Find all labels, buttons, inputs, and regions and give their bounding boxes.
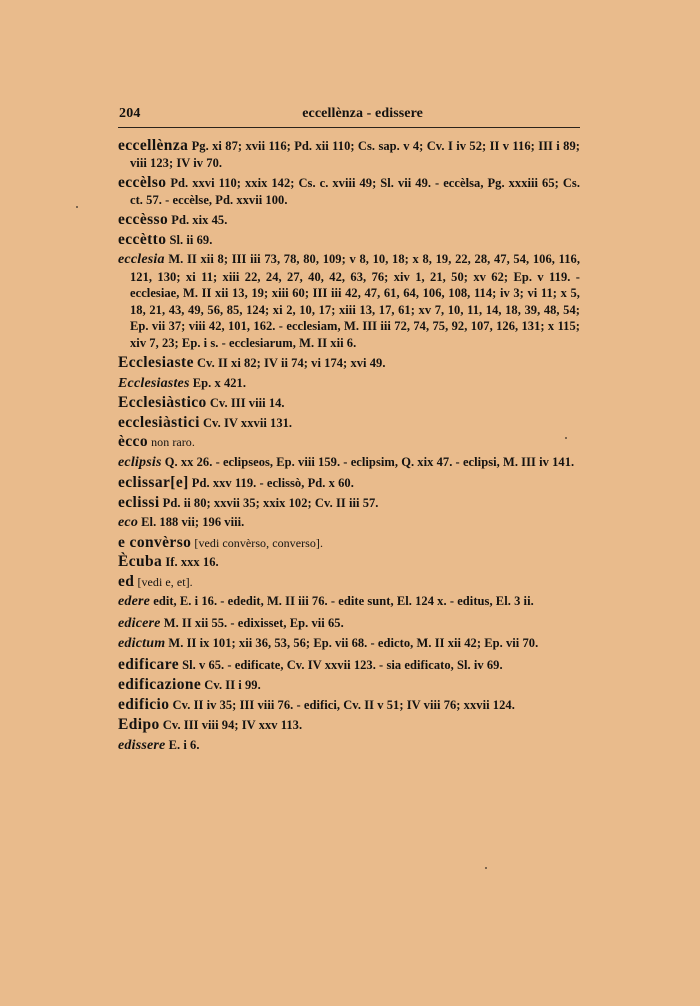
entry-headword: edificio xyxy=(118,695,170,713)
entry xyxy=(118,535,580,552)
running-head: eccellènza - edissere xyxy=(302,106,423,121)
entry xyxy=(118,355,580,372)
entry-headword: Ecclesiastes xyxy=(118,375,190,391)
paper-speck xyxy=(485,867,487,869)
entry xyxy=(118,657,580,674)
entry-headword: ecclesiàstici xyxy=(118,413,200,431)
entry-headword: eccètto xyxy=(118,230,167,248)
entry-headword: edissere xyxy=(118,737,166,753)
entry-headword: Ecclesiàstico xyxy=(118,394,207,411)
dictionary-page xyxy=(118,105,580,757)
entry-headword: edicere xyxy=(118,615,161,631)
entry-headword: ecclesia xyxy=(118,252,165,267)
entry-headword: ed xyxy=(118,572,135,590)
entry-references: Pg. xi 87; xvii 116; Pd. xii 110; Cs. sap. v 4; Cv. I iv 52; II v 116; III i 89; viii 123; IV iv 70. xyxy=(130,139,580,170)
entry-references: M. II xii 55. - edixisset, Ep. vii 65. xyxy=(163,615,344,630)
page-number: 204 xyxy=(119,106,141,121)
entry-headword: edictum xyxy=(118,636,166,651)
entry-references: Cv. III viii 14. xyxy=(209,396,285,410)
entry xyxy=(118,677,580,694)
entry xyxy=(118,554,580,571)
entry-headword: Edipo xyxy=(118,716,160,733)
paper-speck xyxy=(76,206,78,208)
entry-references: [vedi convèrso, converso]. xyxy=(194,535,324,550)
entry xyxy=(118,212,580,229)
entry-references: E. i 6. xyxy=(168,737,200,752)
entry xyxy=(118,495,580,512)
entry-headword: e convèrso xyxy=(118,533,192,551)
entry-references: If. xxx 16. xyxy=(165,555,219,569)
entry-headword: Ècuba xyxy=(118,553,163,570)
entry-headword: eccèsso xyxy=(118,211,169,228)
entry-references: [vedi e, et]. xyxy=(137,574,193,589)
entry xyxy=(118,717,580,734)
entry-references: Sl. v 65. - edificate, Cv. IV xxvii 123. - sia edificato, Sl. iv 69. xyxy=(182,657,503,672)
paper-speck xyxy=(565,437,567,439)
entry-headword: eccellènza xyxy=(118,137,189,154)
entry-references: Cv. III viii 94; IV xxv 113. xyxy=(162,718,303,732)
entry xyxy=(118,697,580,714)
entry xyxy=(118,434,580,451)
entry-references: M. II xii 8; III iii 73, 78, 80, 109; v 8, 10, 18; x 8, 19, 22, 28, 47, 54, 106, 116, 121, 130; xi 11; xiii 22, 24, 27, 40, 42, 63, 76; xiv 1, 21, 50; xv 62; Ep. v 119. - ecclesiae, M. II xii 13, 19; xiii 60; III iii 42, 47, 61, 64, 106, 108, 114; iv 3; vi 11; x 5, 18, 21, 43, 49, 56, 85, 124; xi 2, 10, 17; xiii 13, 17, 61; xv 7, 10, 11, 14, 18, 39, 48, 54; Ep. vii 37; viii 42, 101, 162. - ecclesiam, M. III iii 72, 74, 75, 92, 107, 126, 131; x 115; xiv 7, 23; Ep. i s. - ecclesiarum, M. II xii 6. xyxy=(130,252,580,350)
entry xyxy=(118,375,580,393)
entry-references: Ep. x 421. xyxy=(192,375,247,390)
entry-references: Cv. IV xxvii 131. xyxy=(202,415,293,430)
entry-headword: ècco xyxy=(118,433,148,450)
page-header xyxy=(118,105,580,128)
entry xyxy=(118,251,580,351)
entry xyxy=(118,635,580,653)
entry-headword: edificare xyxy=(118,655,179,673)
entry-headword: eccèlso xyxy=(118,174,167,191)
entry xyxy=(118,175,580,208)
entry-references: Pd. xxv 119. - eclissò, Pd. x 60. xyxy=(191,476,354,490)
entry xyxy=(118,514,580,532)
entry-list xyxy=(118,138,580,754)
entry-references: Q. xx 26. - eclipseos, Ep. viii 159. - eclipsim, Q. xix 47. - eclipsi, M. III iv 141. xyxy=(164,454,575,469)
entry xyxy=(118,574,580,591)
entry-references: Cv. II i 99. xyxy=(204,678,261,692)
entry-references: Sl. ii 69. xyxy=(169,232,213,247)
entry-references: M. II ix 101; xii 36, 53, 56; Ep. vii 68. - edicto, M. II xii 42; Ep. vii 70. xyxy=(168,636,539,650)
entry-headword: eco xyxy=(118,515,139,530)
entry-headword: eclipsis xyxy=(118,454,162,470)
entry xyxy=(118,475,580,492)
entry-references: Pd. xix 45. xyxy=(171,213,228,227)
entry-headword: edificazione xyxy=(118,676,202,693)
entry xyxy=(118,454,580,472)
entry-headword: eclissi xyxy=(118,493,160,511)
entry xyxy=(118,593,580,611)
entry-references: edit, E. i 16. - ededit, M. II iii 76. - edite sunt, El. 124 x. - editus, El. 3 ii. xyxy=(153,594,534,608)
entry-references: Cv. II xi 82; IV ii 74; vi 174; xvi 49. xyxy=(196,356,386,370)
entry xyxy=(118,395,580,412)
entry-references: Cv. II iv 35; III viii 76. - edifici, Cv. II v 51; IV viii 76; xxvii 124. xyxy=(172,697,515,712)
entry xyxy=(118,737,580,755)
entry-headword: eclissar[e] xyxy=(118,474,189,491)
entry-references: non raro. xyxy=(151,435,195,449)
entry-references: El. 188 vii; 196 viii. xyxy=(141,515,245,529)
entry-headword: Ecclesiaste xyxy=(118,354,194,371)
entry-references: Pd. xxvi 110; xxix 142; Cs. c. xviii 49; Sl. vii 49. - eccèlsa, Pg. xxxiii 65; Cs. ct. 57. - eccèlse, Pd. xxvii 100. xyxy=(130,176,581,207)
entry-references: Pd. ii 80; xxvii 35; xxix 102; Cv. II iii 57. xyxy=(162,495,379,510)
entry xyxy=(118,615,580,633)
entry xyxy=(118,415,580,432)
entry xyxy=(118,138,580,171)
entry xyxy=(118,232,580,249)
entry-headword: edere xyxy=(118,594,151,609)
